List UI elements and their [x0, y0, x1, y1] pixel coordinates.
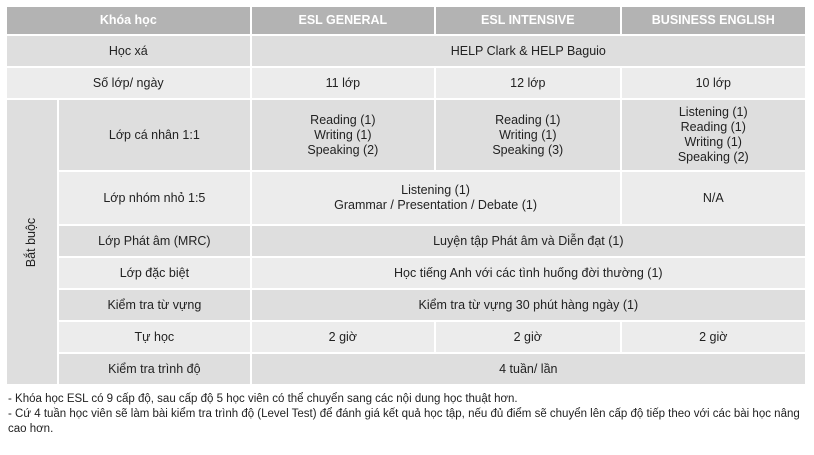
group-shared-item: Grammar / Presentation / Debate (1) — [334, 198, 537, 212]
private-col3-item: Reading (1) — [680, 120, 746, 134]
row-pronunciation — [7, 226, 805, 256]
row-classes-col2: 12 lớp — [436, 68, 619, 98]
row-self-study-label: Tự học — [59, 322, 249, 352]
row-group-label: Lớp nhóm nhỏ 1:5 — [59, 172, 249, 224]
row-level-test — [7, 354, 805, 384]
row-classes-per-day — [7, 68, 805, 98]
footnote: - Khóa học ESL có 9 cấp độ, sau cấp độ 5 học viên có thể chuyển sang các nội dung học thuật hơn. — [8, 393, 518, 405]
row-pronunciation-label: Lớp Phát âm (MRC) — [59, 226, 249, 256]
row-classes-label: Số lớp/ ngày — [7, 68, 250, 98]
row-private — [7, 100, 805, 170]
footnote: - Cứ 4 tuần học viên sẽ làm bài kiểm tra trình độ (Level Test) để đánh giá kết quả học tập, nếu đủ điểm sẽ chuyển lên cấp độ tiếp theo với các bài học nâng cao hơn. — [8, 408, 800, 435]
private-col3-item: Speaking (2) — [677, 150, 749, 164]
row-level-test-value: 4 tuần/ lần — [252, 354, 805, 384]
row-private-col1 — [252, 100, 434, 170]
row-self-study-col2: 2 giờ — [436, 322, 619, 352]
row-level-test-label: Kiểm tra trình độ — [59, 354, 249, 384]
header-esl-general: ESL GENERAL — [252, 7, 434, 34]
private-col1-item: Speaking (2) — [307, 142, 379, 157]
row-vocab-label: Kiểm tra từ vựng — [59, 290, 249, 320]
private-col1-item: Reading (1) — [310, 112, 376, 127]
row-classes-col1: 11 lớp — [252, 68, 434, 98]
row-private-col2 — [436, 100, 619, 170]
private-col2-item: Reading (1) — [495, 112, 561, 127]
footnotes — [8, 392, 808, 437]
private-col2-item: Writing (1) — [499, 127, 557, 142]
row-campus-label: Học xá — [7, 36, 250, 66]
header-row — [7, 7, 805, 34]
row-private-col3 — [622, 100, 805, 170]
group-shared-item: Listening (1) — [401, 183, 470, 197]
row-special-value: Học tiếng Anh với các tình huống đời thường (1) — [252, 258, 805, 288]
course-comparison-table — [5, 5, 807, 386]
mandatory-side-label — [7, 100, 57, 384]
row-campus — [7, 36, 805, 66]
row-self-study-col1: 2 giờ — [252, 322, 434, 352]
private-col2-item: Speaking (3) — [492, 142, 564, 157]
row-special — [7, 258, 805, 288]
header-esl-intensive: ESL INTENSIVE — [436, 7, 619, 34]
row-self-study-col3: 2 giờ — [622, 322, 805, 352]
row-vocab-value: Kiểm tra từ vựng 30 phút hàng ngày (1) — [252, 290, 805, 320]
row-group-shared — [252, 172, 620, 224]
header-business-english: BUSINESS ENGLISH — [622, 7, 805, 34]
row-self-study — [7, 322, 805, 352]
row-group-col3: N/A — [622, 172, 805, 224]
row-vocab — [7, 290, 805, 320]
row-campus-value: HELP Clark & HELP Baguio — [252, 36, 805, 66]
row-classes-col3: 10 lớp — [622, 68, 805, 98]
private-col3-item: Listening (1) — [678, 105, 748, 119]
row-pronunciation-value: Luyện tập Phát âm và Diễn đạt (1) — [252, 226, 805, 256]
private-col3-item: Writing (1) — [684, 135, 742, 149]
row-group — [7, 172, 805, 224]
private-col1-item: Writing (1) — [314, 127, 372, 142]
header-course: Khóa học — [7, 7, 250, 34]
mandatory-text: Bắt buộc — [24, 217, 39, 267]
row-private-label: Lớp cá nhân 1:1 — [59, 100, 249, 170]
row-special-label: Lớp đặc biệt — [59, 258, 249, 288]
